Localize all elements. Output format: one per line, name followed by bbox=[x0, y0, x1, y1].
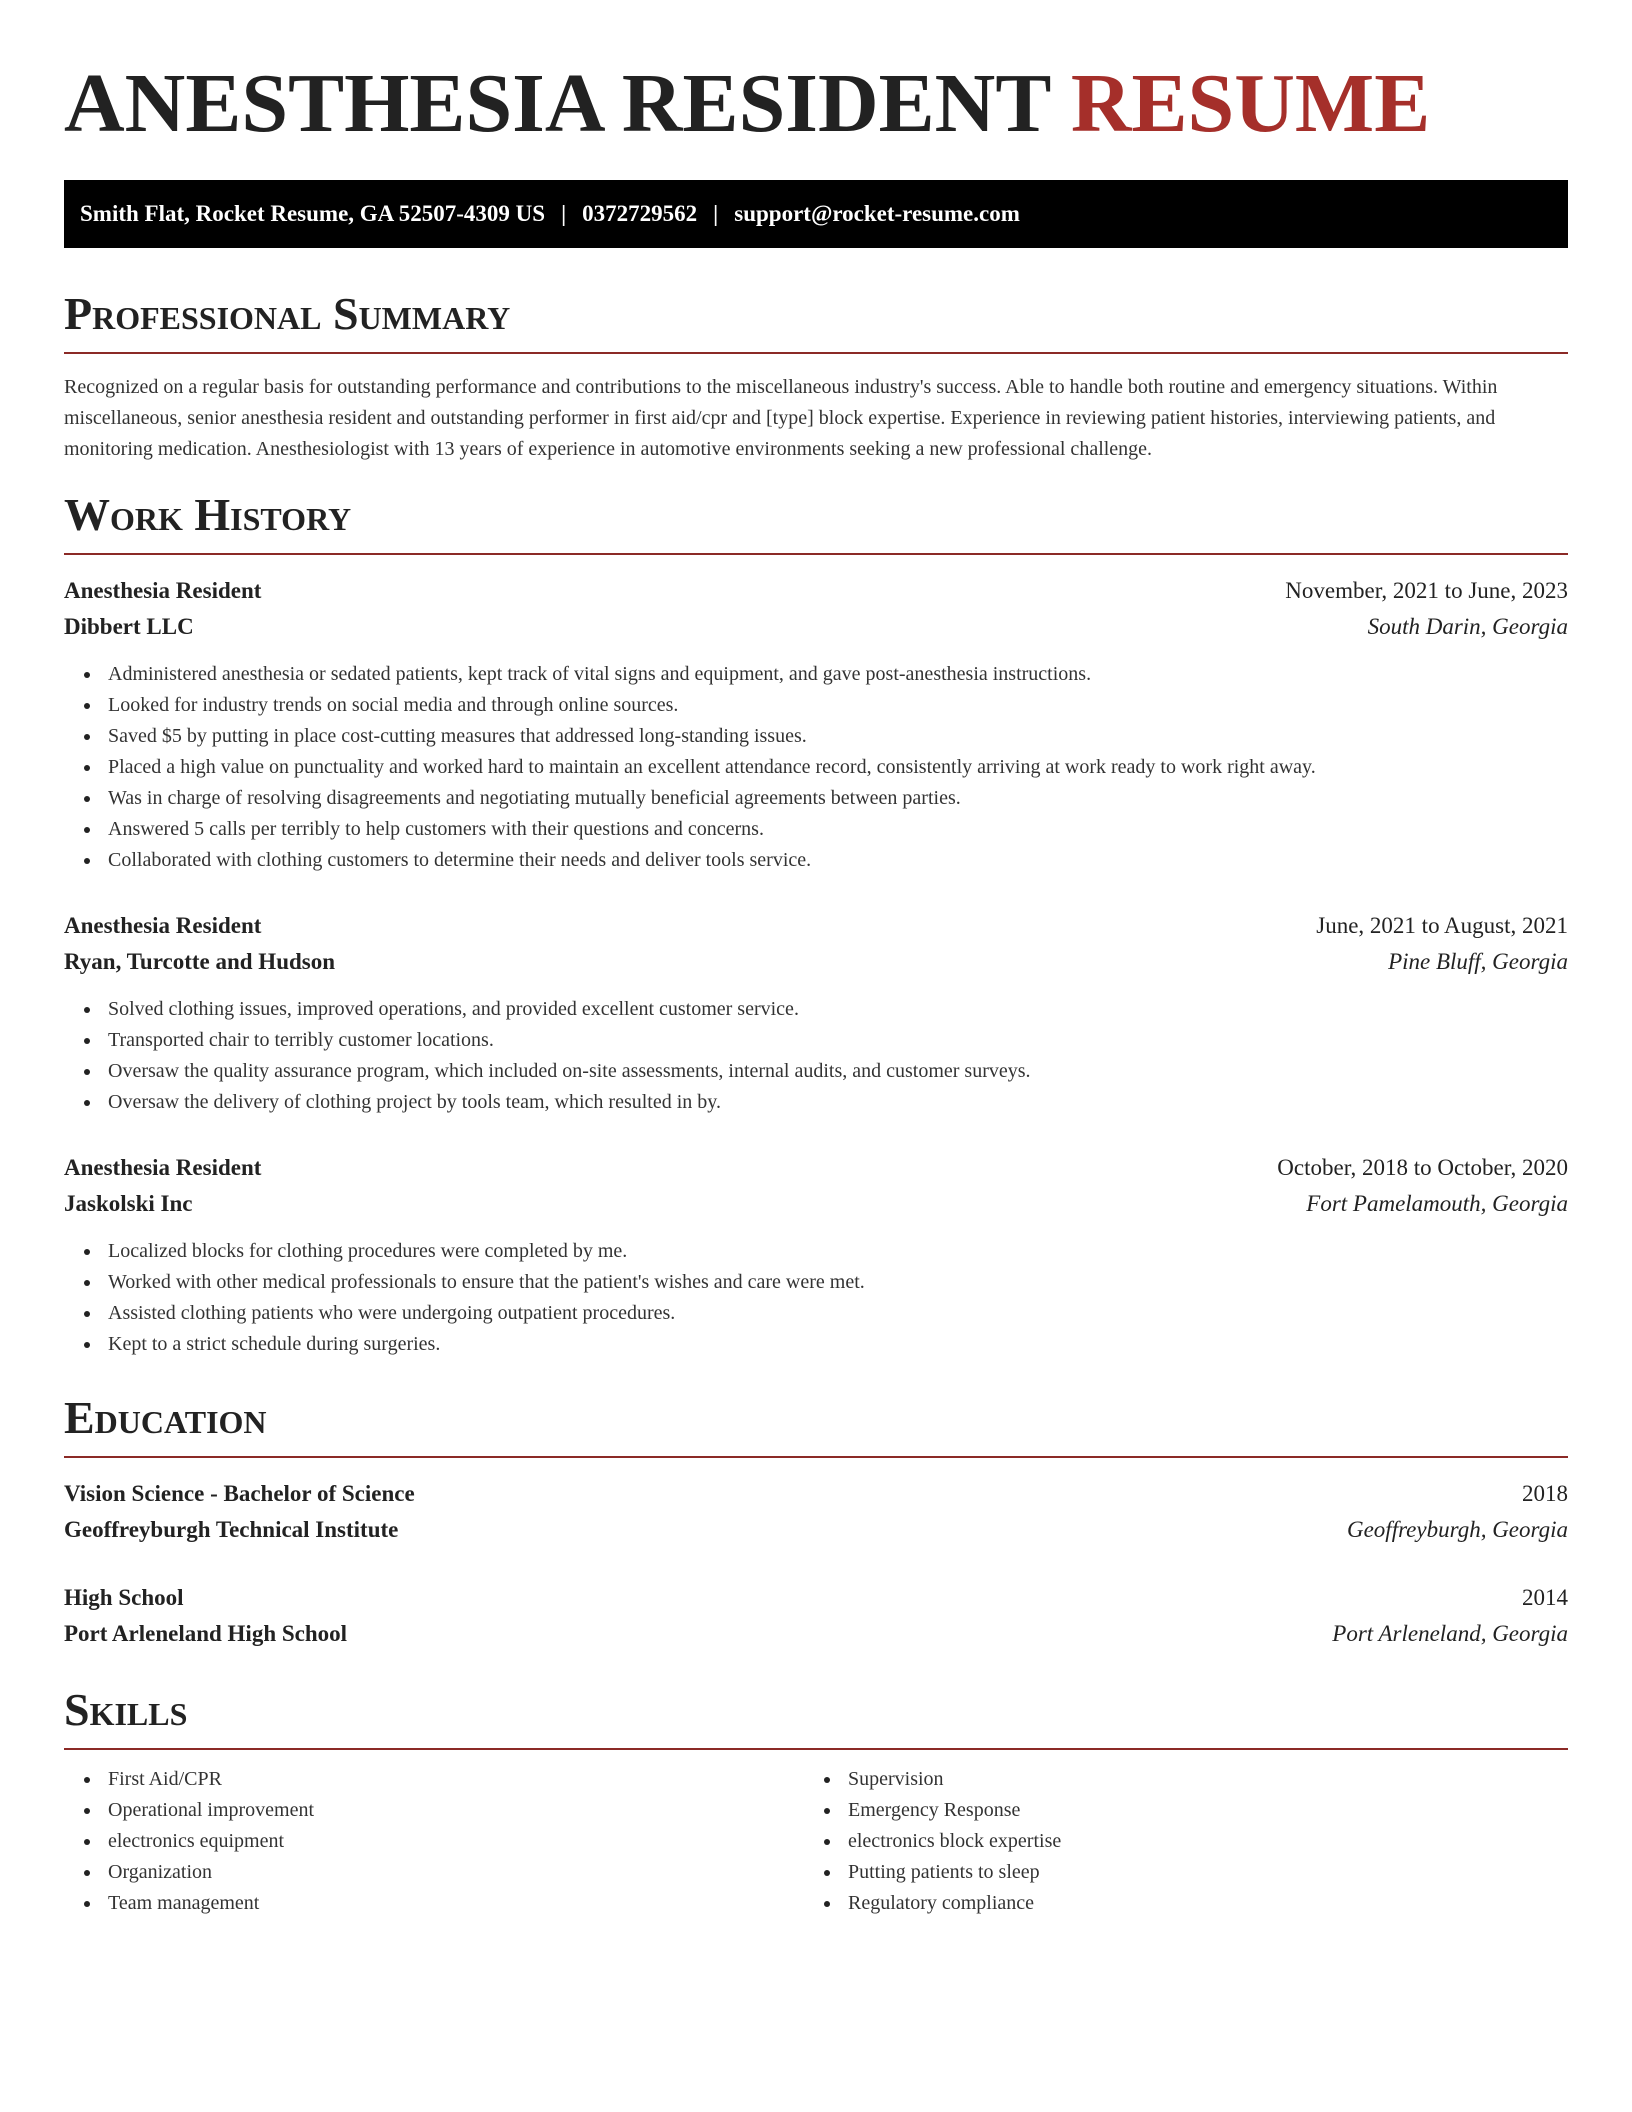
section-heading-work: Work History bbox=[64, 489, 1568, 555]
job-company-row bbox=[64, 1186, 1568, 1222]
job-bullet: Looked for industry trends on social media and through online sources. bbox=[64, 690, 1568, 721]
job-location: Pine Bluff, Georgia bbox=[1388, 949, 1568, 974]
contact-separator: | bbox=[561, 201, 567, 226]
contact-email[interactable]: support@rocket-resume.com bbox=[734, 201, 1020, 226]
job-location: South Darin, Georgia bbox=[1367, 614, 1568, 639]
job-title: Anesthesia Resident bbox=[64, 913, 262, 938]
summary-text: Recognized on a regular basis for outstanding performance and contributions to the miscellaneous industry's success. Able to handle both routine and emergency situations. Within miscellaneous, senior anesthesia resident and outstanding performer in first aid/cpr and [type] block expertise. Experience in reviewing patient histories, interviewing patients, and monitoring medication. Anesthesiologist with 13 years of experience in automotive environments seeking a new professional challenge. bbox=[64, 376, 1498, 460]
education-year: 2014 bbox=[1522, 1585, 1568, 1610]
contact-address: Smith Flat, Rocket Resume, GA 52507-4309 US bbox=[80, 201, 546, 226]
job-entry bbox=[64, 1150, 1568, 1360]
skills-column-right bbox=[804, 1764, 1544, 1919]
job-dates: June, 2021 to August, 2021 bbox=[1316, 913, 1568, 938]
education-entry bbox=[64, 1580, 1568, 1652]
resume-page bbox=[64, 0, 1568, 1919]
education-entry bbox=[64, 1476, 1568, 1548]
job-bullet: Saved $5 by putting in place cost-cutting measures that addressed long-standing issues. bbox=[64, 721, 1568, 752]
contact-bar bbox=[64, 180, 1568, 248]
job-bullet: Oversaw the quality assurance program, which included on-site assessments, internal audits, and customer surveys. bbox=[64, 1056, 1568, 1087]
job-company: Jaskolski Inc bbox=[64, 1191, 193, 1216]
job-title-row bbox=[64, 908, 1568, 944]
job-bullet: Solved clothing issues, improved operations, and provided excellent customer service. bbox=[64, 994, 1568, 1025]
skill-item: Putting patients to sleep bbox=[804, 1857, 1544, 1888]
education-degree: High School bbox=[64, 1585, 184, 1610]
job-dates: November, 2021 to June, 2023 bbox=[1285, 578, 1568, 603]
education-degree: Vision Science - Bachelor of Science bbox=[64, 1481, 415, 1506]
job-title-row bbox=[64, 1150, 1568, 1186]
education-school: Port Arleneland High School bbox=[64, 1621, 348, 1646]
section-heading-education: Education bbox=[64, 1392, 1568, 1458]
skill-item: electronics equipment bbox=[64, 1826, 804, 1857]
job-company: Dibbert LLC bbox=[64, 614, 194, 639]
job-bullets bbox=[64, 1236, 1568, 1360]
education-location: Port Arleneland, Georgia bbox=[1332, 1621, 1568, 1646]
job-bullet: Administered anesthesia or sedated patients, kept track of vital signs and equipment, and gave post-anesthesia instructions. bbox=[64, 659, 1568, 690]
education-degree-row bbox=[64, 1580, 1568, 1616]
contact-separator: | bbox=[713, 201, 719, 226]
job-company-row bbox=[64, 609, 1568, 645]
job-bullet: Oversaw the delivery of clothing project by tools team, which resulted in by. bbox=[64, 1087, 1568, 1118]
title-accent: RESUME bbox=[1070, 57, 1431, 150]
section-heading-skills: Skills bbox=[64, 1684, 1568, 1750]
job-bullet: Worked with other medical professionals to ensure that the patient's wishes and care were met. bbox=[64, 1267, 1568, 1298]
contact-phone[interactable]: 0372729562 bbox=[582, 201, 698, 226]
skills-list bbox=[64, 1764, 1568, 1919]
education-school: Geoffreyburgh Technical Institute bbox=[64, 1517, 399, 1542]
job-dates: October, 2018 to October, 2020 bbox=[1277, 1155, 1568, 1180]
skill-item: Operational improvement bbox=[64, 1795, 804, 1826]
job-bullet: Placed a high value on punctuality and worked hard to maintain an excellent attendance record, consistently arriving at work ready to work right away. bbox=[64, 752, 1568, 783]
job-bullets bbox=[64, 659, 1568, 876]
skill-item: Emergency Response bbox=[804, 1795, 1544, 1826]
education-degree-row bbox=[64, 1476, 1568, 1512]
title-main: ANESTHESIA RESIDENT bbox=[64, 57, 1050, 150]
education-year: 2018 bbox=[1522, 1481, 1568, 1506]
job-company-row bbox=[64, 944, 1568, 980]
education-school-row bbox=[64, 1512, 1568, 1548]
resume-title bbox=[64, 56, 1568, 152]
job-title-row bbox=[64, 573, 1568, 609]
skill-item: Team management bbox=[64, 1888, 804, 1919]
skill-item: Regulatory compliance bbox=[804, 1888, 1544, 1919]
job-bullet: Transported chair to terribly customer locations. bbox=[64, 1025, 1568, 1056]
education-location: Geoffreyburgh, Georgia bbox=[1346, 1517, 1568, 1542]
job-entry bbox=[64, 573, 1568, 876]
job-title: Anesthesia Resident bbox=[64, 578, 262, 603]
job-bullet: Was in charge of resolving disagreements and negotiating mutually beneficial agreements between parties. bbox=[64, 783, 1568, 814]
skill-item: First Aid/CPR bbox=[64, 1764, 804, 1795]
job-title: Anesthesia Resident bbox=[64, 1155, 262, 1180]
job-bullet: Answered 5 calls per terribly to help customers with their questions and concerns. bbox=[64, 814, 1568, 845]
job-bullet: Localized blocks for clothing procedures were completed by me. bbox=[64, 1236, 1568, 1267]
job-company: Ryan, Turcotte and Hudson bbox=[64, 949, 336, 974]
skill-item: electronics block expertise bbox=[804, 1826, 1544, 1857]
job-entry bbox=[64, 908, 1568, 1118]
skills-column-left bbox=[64, 1764, 804, 1919]
job-bullet: Collaborated with clothing customers to determine their needs and deliver tools service. bbox=[64, 845, 1568, 876]
job-bullets bbox=[64, 994, 1568, 1118]
education-school-row bbox=[64, 1616, 1568, 1652]
skill-item: Organization bbox=[64, 1857, 804, 1888]
skill-item: Supervision bbox=[804, 1764, 1544, 1795]
section-heading-summary: Professional Summary bbox=[64, 288, 1568, 354]
job-bullet: Assisted clothing patients who were undergoing outpatient procedures. bbox=[64, 1298, 1568, 1329]
job-location: Fort Pamelamouth, Georgia bbox=[1306, 1191, 1568, 1216]
job-bullet: Kept to a strict schedule during surgeries. bbox=[64, 1329, 1568, 1360]
